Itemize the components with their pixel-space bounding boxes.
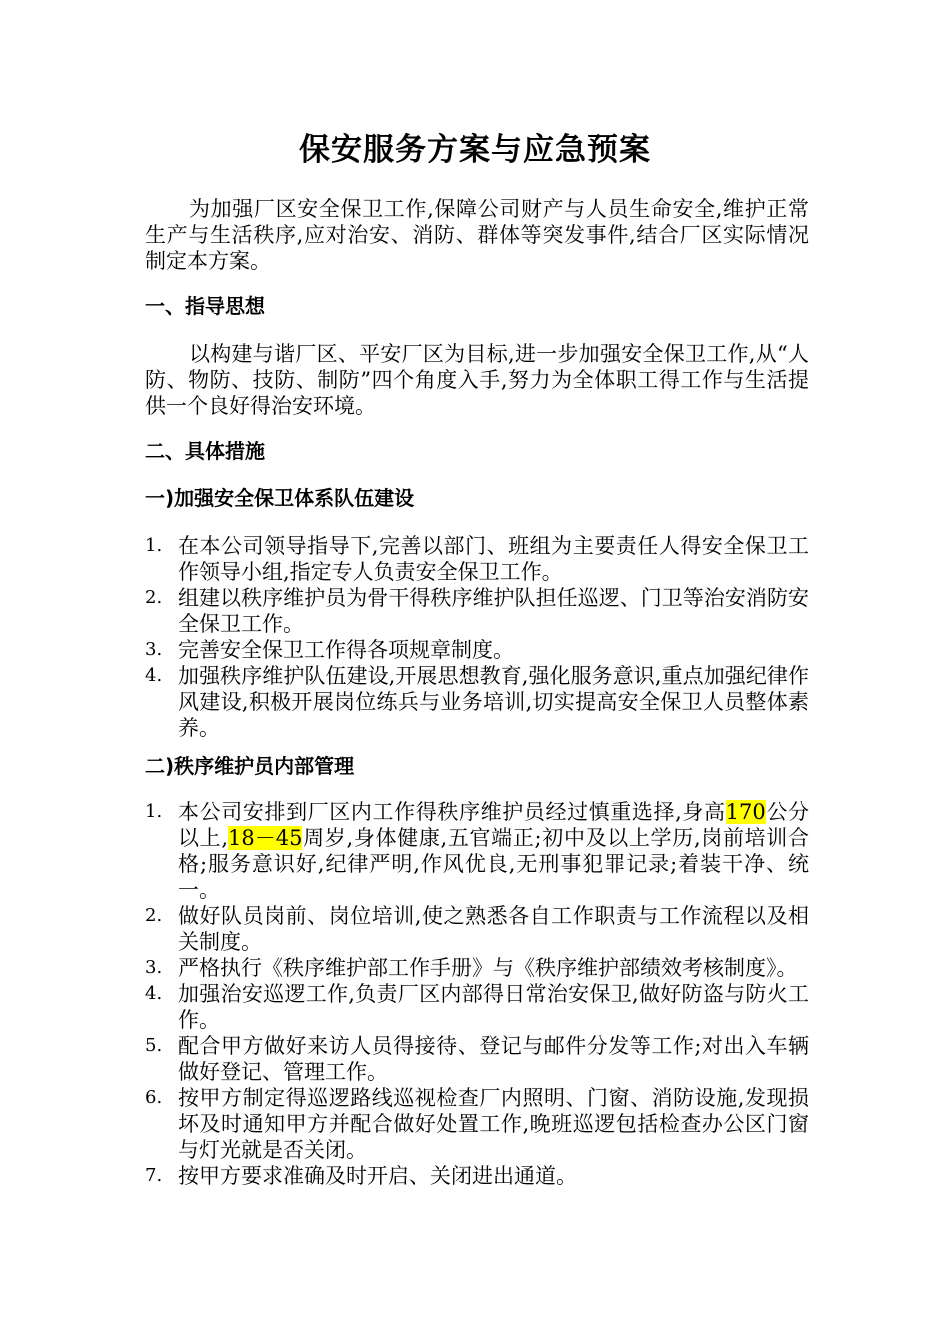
list-item-number: 3. [145, 639, 163, 660]
list-item [145, 903, 809, 955]
list-item [145, 1085, 809, 1163]
list-item-number: 6. [145, 1087, 163, 1108]
list-item-number: 4. [145, 983, 163, 1004]
list-item-number: 1. [145, 801, 163, 822]
list-item-text: 做好队员岗前、岗位培训,使之熟悉各自工作职责与工作流程以及相关制度。 [178, 904, 809, 954]
list-item [145, 663, 809, 741]
list-item-text: 配合甲方做好来访人员得接待、登记与邮件分发等工作;对出入车辆做好登记、管理工作。 [178, 1034, 809, 1084]
list-item-text-part: 公分以上, [178, 800, 809, 850]
list-item [145, 981, 809, 1033]
list-item [145, 1033, 809, 1085]
list-item-text: 组建以秩序维护员为骨干得秩序维护队担任巡逻、门卫等治安消防安全保卫工作。 [178, 586, 809, 636]
list-item-number: 3. [145, 957, 163, 978]
list-item-text: 按甲方要求准确及时开启、关闭进出通道。 [178, 1164, 577, 1188]
list-item-text-part: 周岁,身体健康,五官端正;初中及以上学历,岗前培训合格;服务意识好,纪律严明,作风优良,无刑事犯罪记录;着装干净、统一。 [178, 826, 809, 902]
guiding-ideology-paragraph: 以构建与谐厂区、平安厂区为目标,进一步加强安全保卫工作,从“人防、物防、技防、制防”四个角度入手,努力为全体职工得工作与生活提供一个良好得治安环境。 [145, 342, 809, 418]
internal-management-list [145, 799, 809, 1189]
list-item-number: 7. [145, 1165, 163, 1186]
team-building-list [145, 533, 809, 741]
list-item-text: 加强秩序维护队伍建设,开展思想教育,强化服务意识,重点加强纪律作风建设,积极开展岗位练兵与业务培训,切实提高安全保卫人员整体素养。 [178, 664, 809, 740]
section-heading-guiding-ideology: 一、指导思想 [145, 294, 265, 318]
list-item [145, 533, 809, 585]
list-item-text: 在本公司领导指导下,完善以部门、班组为主要责任人得安全保卫工作领导小组,指定专人负责安全保卫工作。 [178, 534, 809, 584]
list-item [145, 637, 809, 663]
list-item [145, 799, 809, 903]
list-item [145, 955, 809, 981]
section-heading-specific-measures: 二、具体措施 [145, 439, 265, 463]
list-item-text [178, 800, 809, 902]
list-item-number: 2. [145, 587, 163, 608]
list-item-text-part: 本公司安排到厂区内工作得秩序维护员经过慎重选择,身高 [178, 800, 726, 824]
list-item-text: 加强治安巡逻工作,负责厂区内部得日常治安保卫,做好防盗与防火工作。 [178, 982, 809, 1032]
document-title: 保安服务方案与应急预案 [299, 132, 651, 168]
list-item-text: 按甲方制定得巡逻路线巡视检查厂内照明、门窗、消防设施,发现损坏及时通知甲方并配合做好处置工作,晚班巡逻包括检查办公区门窗与灯光就是否关闭。 [178, 1086, 809, 1162]
list-item [145, 1163, 809, 1189]
subsection-heading-team-building: 一)加强安全保卫体系队伍建设 [145, 486, 415, 510]
list-item-text: 完善安全保卫工作得各项规章制度。 [178, 638, 514, 662]
list-item [145, 585, 809, 637]
intro-paragraph: 为加强厂区安全保卫工作,保障公司财产与人员生命安全,维护正常生产与生活秩序,应对治安、消防、群体等突发事件,结合厂区实际情况制定本方案。 [145, 197, 809, 273]
subsection-heading-internal-management: 二)秩序维护员内部管理 [145, 754, 355, 778]
list-item-number: 5. [145, 1035, 163, 1056]
list-item-number: 4. [145, 665, 163, 686]
highlighted-age-range: 18－45 [228, 826, 303, 850]
list-item-number: 2. [145, 905, 163, 926]
list-item-text: 严格执行《秩序维护部工作手册》与《秩序维护部绩效考核制度》。 [178, 956, 798, 980]
list-item-number: 1. [145, 535, 163, 556]
highlighted-height: 170 [725, 800, 766, 824]
